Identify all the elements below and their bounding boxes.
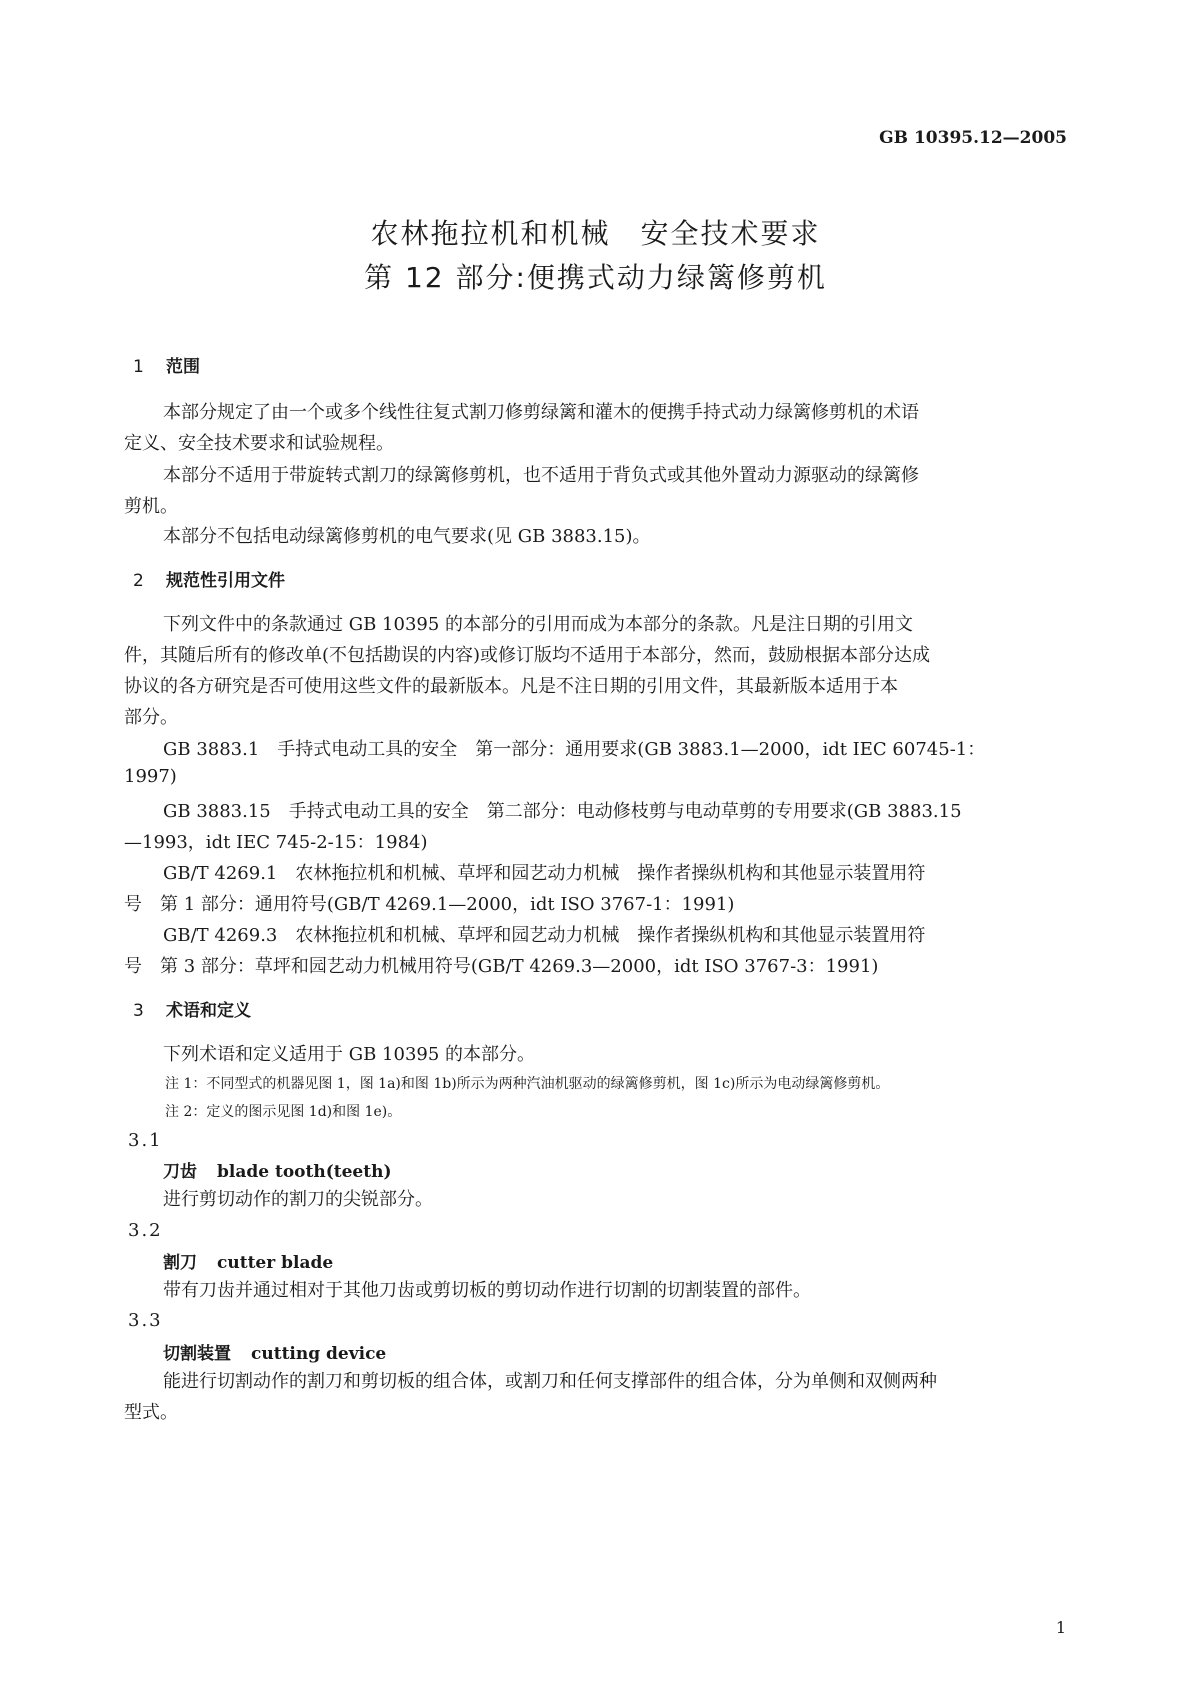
term-definition: 型式。 bbox=[124, 1402, 178, 1423]
term-english: blade tooth(teeth) bbox=[217, 1162, 392, 1182]
page-number: 1 bbox=[1055, 1618, 1066, 1637]
paragraph-line: 下列文件中的条款通过 GB 10395 的本部分的引用而成为本部分的条款。凡是注日期的引用文 bbox=[163, 614, 914, 635]
section-title: 范围 bbox=[166, 357, 200, 377]
term-heading bbox=[163, 1248, 333, 1273]
paragraph-line: 剪机。 bbox=[124, 496, 178, 517]
section-heading-normative-references bbox=[133, 566, 285, 591]
paragraph-line: 本部分不适用于带旋转式割刀的绿篱修剪机，也不适用于背负式或其他外置动力源驱动的绿篱修 bbox=[163, 465, 919, 486]
section-heading-scope bbox=[133, 352, 200, 377]
reference-entry-line: —1993，idt IEC 745-2-15：1984) bbox=[124, 832, 428, 853]
document-title-line1: 农林拖拉机和机械 安全技术要求 bbox=[370, 217, 821, 250]
paragraph-line: 件，其随后所有的修改单(不包括勘误的内容)或修订版均不适用于本部分，然而，鼓励根据本部分达成 bbox=[124, 645, 931, 666]
note-1: 注 1：不同型式的机器见图 1，图 1a)和图 1b)所示为两种汽油机驱动的绿篱修剪机，图 1c)所示为电动绿篱修剪机。 bbox=[165, 1076, 890, 1092]
note-2: 注 2：定义的图示见图 1d)和图 1e)。 bbox=[165, 1104, 402, 1120]
section-number: 3 bbox=[133, 1001, 144, 1021]
section-title: 术语和定义 bbox=[166, 1001, 251, 1021]
term-heading bbox=[163, 1339, 386, 1364]
term-chinese: 切割装置 bbox=[163, 1344, 231, 1364]
clause-number: 3.2 bbox=[128, 1220, 163, 1241]
clause-number: 3.1 bbox=[128, 1130, 163, 1151]
paragraph-line: 部分。 bbox=[124, 707, 178, 728]
section-number: 2 bbox=[133, 571, 144, 591]
term-heading bbox=[163, 1157, 392, 1182]
term-definition: 进行剪切动作的割刀的尖锐部分。 bbox=[163, 1189, 433, 1210]
paragraph-line: 协议的各方研究是否可使用这些文件的最新版本。凡是不注日期的引用文件，其最新版本适用于本 bbox=[124, 676, 898, 697]
term-definition: 能进行切割动作的割刀和剪切板的组合体，或割刀和任何支撑部件的组合体，分为单侧和双侧两种 bbox=[163, 1371, 937, 1392]
section-heading-terms-and-definitions bbox=[133, 996, 251, 1021]
paragraph-line: 本部分规定了由一个或多个线性往复式割刀修剪绿篱和灌木的便携手持式动力绿篱修剪机的术语 bbox=[163, 402, 919, 423]
term-chinese: 刀齿 bbox=[163, 1162, 197, 1182]
reference-entry-line: GB/T 4269.1 农林拖拉机和机械、草坪和园艺动力机械 操作者操纵机构和其他显示装置用符 bbox=[163, 863, 926, 884]
term-english: cutter blade bbox=[217, 1253, 334, 1273]
section-number: 1 bbox=[133, 357, 144, 377]
paragraph-line: 下列术语和定义适用于 GB 10395 的本部分。 bbox=[163, 1044, 536, 1065]
reference-entry-line: 1997) bbox=[124, 766, 177, 787]
term-english: cutting device bbox=[251, 1344, 387, 1364]
reference-entry-line: 号 第 1 部分：通用符号(GB/T 4269.1—2000，idt ISO 3767-1：1991) bbox=[124, 894, 735, 915]
reference-entry-line: 号 第 3 部分：草坪和园艺动力机械用符号(GB/T 4269.3—2000，idt ISO 3767-3：1991) bbox=[124, 956, 879, 977]
reference-entry-line: GB/T 4269.3 农林拖拉机和机械、草坪和园艺动力机械 操作者操纵机构和其他显示装置用符 bbox=[163, 925, 926, 946]
clause-number: 3.3 bbox=[128, 1310, 163, 1331]
document-title-line2: 第 12 部分:便携式动力绿篱修剪机 bbox=[364, 261, 827, 294]
term-definition: 带有刀齿并通过相对于其他刀齿或剪切板的剪切动作进行切割的切割装置的部件。 bbox=[163, 1280, 811, 1301]
term-chinese: 割刀 bbox=[163, 1253, 197, 1273]
reference-entry-line: GB 3883.1 手持式电动工具的安全 第一部分：通用要求(GB 3883.1—2000，idt IEC 60745-1： bbox=[163, 739, 986, 760]
paragraph-line: 定义、安全技术要求和试验规程。 bbox=[124, 433, 394, 454]
paragraph-line: 本部分不包括电动绿篱修剪机的电气要求(见 GB 3883.15)。 bbox=[163, 526, 651, 547]
section-title: 规范性引用文件 bbox=[166, 571, 285, 591]
reference-entry-line: GB 3883.15 手持式电动工具的安全 第二部分：电动修枝剪与电动草剪的专用要求(GB 3883.15 bbox=[163, 801, 962, 822]
standard-number: GB 10395.12—2005 bbox=[879, 128, 1067, 148]
